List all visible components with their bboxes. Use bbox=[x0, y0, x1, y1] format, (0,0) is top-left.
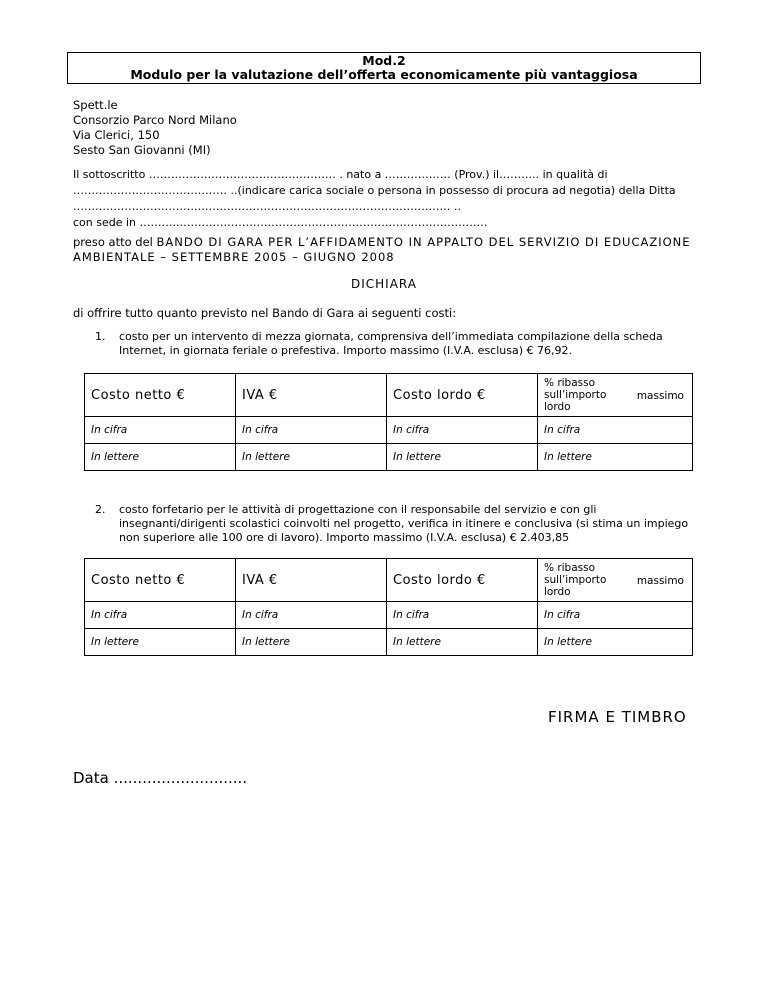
cifra-field-lordo[interactable]: In cifra bbox=[387, 417, 538, 444]
address-line: Via Clerici, 150 bbox=[73, 128, 160, 142]
item-number: 2. bbox=[95, 503, 106, 516]
offer-statement: di offrire tutto quanto previsto nel Bando di Gara ai seguenti costi: bbox=[73, 306, 457, 320]
cifra-field-netto[interactable]: In cifra bbox=[85, 417, 236, 444]
intro-line: …………………………………… ..(indicare carica sociale o persona in possesso di procura ad negotia) della Ditta bbox=[73, 184, 676, 197]
header-iva: IVA € bbox=[236, 559, 387, 602]
cifra-field-netto[interactable]: In cifra bbox=[85, 602, 236, 629]
recipient-address bbox=[73, 98, 237, 158]
form-number: Mod.2 bbox=[362, 53, 406, 68]
lettere-field-ribasso[interactable]: In lettere bbox=[538, 629, 693, 656]
ribasso-massimo: massimo bbox=[636, 575, 684, 587]
intro-line: con sede in ………..………………………………………………………………………… bbox=[73, 216, 488, 229]
ribasso-massimo: massimo bbox=[636, 390, 684, 402]
cifra-field-ribasso[interactable]: In cifra bbox=[538, 602, 693, 629]
lettere-field-ribasso[interactable]: In lettere bbox=[538, 444, 693, 471]
address-line: Spett.le bbox=[73, 98, 118, 112]
item-text: costo forfetario per le attività di progettazione con il responsabile del servizio e con gli insegnanti/dirigenti scolastici coinvolti nel progetto, verifica in itinere e conclusiva (si stima un impiego non superiore alle 100 ore di lavoro). Importo massimo (I.V.A. esclusa) € 2.403,85 bbox=[119, 503, 689, 544]
cifra-field-lordo[interactable]: In cifra bbox=[387, 602, 538, 629]
lettere-field-netto[interactable]: In lettere bbox=[85, 444, 236, 471]
header-ribasso bbox=[538, 374, 693, 417]
lettere-field-lordo[interactable]: In lettere bbox=[387, 629, 538, 656]
preso-prefix: preso atto del bbox=[73, 235, 157, 249]
bando-title-line2: AMBIENTALE – SETTEMBRE 2005 – GIUGNO 2008 bbox=[73, 250, 395, 264]
preso-atto-paragraph bbox=[73, 235, 703, 265]
signature-label: FIRMA E TIMBRO bbox=[548, 708, 687, 726]
intro-line: Il sottoscritto …………………………………………… . nato a ……………… (Prov.) il……….. in qualità di bbox=[73, 168, 608, 181]
lettere-field-iva[interactable]: In lettere bbox=[236, 444, 387, 471]
item-text: costo per un intervento di mezza giornata, comprensiva dell’immediata compilazione della scheda Internet, in giornata feriale o prefestiva. Importo massimo (I.V.A. esclusa) € 76,92. bbox=[119, 330, 663, 357]
cifra-field-ribasso[interactable]: In cifra bbox=[538, 417, 693, 444]
bando-title-line1: BANDO DI GARA PER L’AFFIDAMENTO IN APPALTO DEL SERVIZIO DI EDUCAZIONE bbox=[156, 235, 691, 249]
header-costo-lordo: Costo lordo € bbox=[387, 559, 538, 602]
declarant-details bbox=[73, 167, 713, 231]
cost-table-2 bbox=[84, 558, 693, 656]
date-field[interactable]: Data ............................ bbox=[73, 769, 248, 787]
dichiara-heading: DICHIARA bbox=[351, 277, 417, 291]
form-subtitle: Modulo per la valutazione dell’offerta economicamente più vantaggiosa bbox=[130, 67, 638, 82]
cost-table-1 bbox=[84, 373, 693, 471]
header-costo-lordo: Costo lordo € bbox=[387, 374, 538, 417]
header-iva: IVA € bbox=[236, 374, 387, 417]
cifra-field-iva[interactable]: In cifra bbox=[236, 602, 387, 629]
form-title-box bbox=[67, 52, 701, 84]
lettere-field-lordo[interactable]: In lettere bbox=[387, 444, 538, 471]
header-costo-netto: Costo netto € bbox=[85, 559, 236, 602]
lettere-field-iva[interactable]: In lettere bbox=[236, 629, 387, 656]
item-number: 1. bbox=[95, 330, 106, 343]
header-costo-netto: Costo netto € bbox=[85, 374, 236, 417]
ribasso-label: % ribasso sull’importo lordo bbox=[544, 377, 607, 413]
address-line: Consorzio Parco Nord Milano bbox=[73, 113, 237, 127]
address-line: Sesto San Giovanni (MI) bbox=[73, 143, 211, 157]
intro-line: …………………………….…………………………………………………………… .. bbox=[73, 200, 461, 213]
cifra-field-iva[interactable]: In cifra bbox=[236, 417, 387, 444]
lettere-field-netto[interactable]: In lettere bbox=[85, 629, 236, 656]
header-ribasso bbox=[538, 559, 693, 602]
ribasso-label: % ribasso sull’importo lordo bbox=[544, 562, 607, 598]
